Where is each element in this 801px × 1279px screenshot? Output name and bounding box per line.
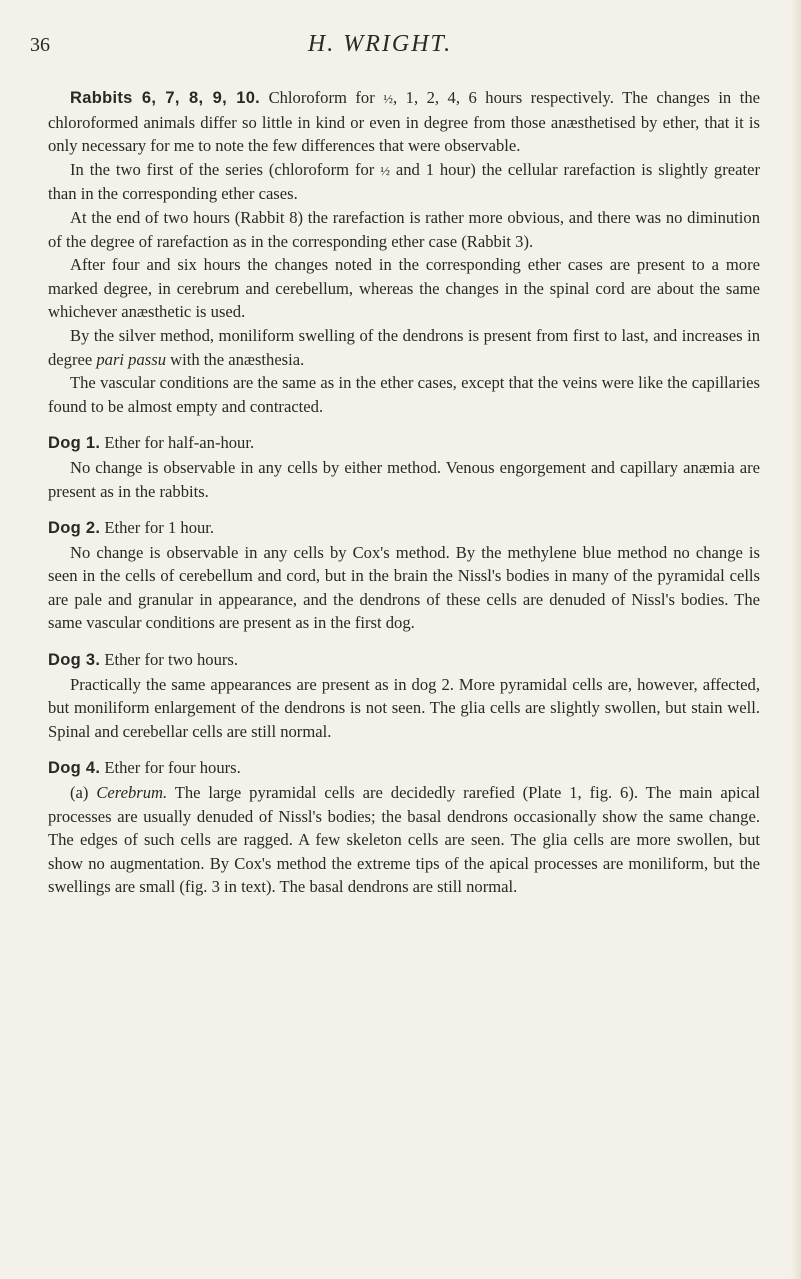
rabbits-p2-fraction: ½: [380, 162, 390, 178]
rabbits-p5-a: By the silver method, moniliform swelling of the dendrons is present from first to last, and increases in degree: [48, 325, 760, 369]
section-dog-3: [48, 648, 760, 743]
dog4-cerebrum: Cerebrum.: [96, 783, 168, 803]
dog3-heading: Dog 3.: [48, 651, 101, 670]
rabbits-paragraph-4: After four and six hours the changes noted in the corresponding ether cases are present to a more marked degree, in cerebrum and cerebellum, whereas the changes in the spinal cord are about the same whichever anæsthetic is used.: [48, 255, 760, 322]
dog1-title: Ether for half-an-hour.: [104, 433, 255, 453]
dog1-paragraph: No change is observable in any cells by either method. Venous engorgement and capillary anæmia are present as in the rabbits.: [48, 457, 760, 501]
rabbits-fraction: ½: [383, 91, 394, 106]
dog1-heading: Dog 1.: [48, 434, 101, 453]
dog1-heading-line: [48, 431, 760, 456]
dog2-heading-line: [48, 516, 760, 541]
rabbits-heading: Rabbits 6, 7, 8, 9, 10.: [70, 89, 261, 107]
rabbits-intro-a: Chloroform for: [268, 88, 384, 107]
dog2-title: Ether for 1 hour.: [104, 518, 215, 538]
section-rabbits: [48, 86, 760, 418]
dog2-paragraph: No change is observable in any cells by Cox's method. By the methylene blue method no change is seen in the cells of cerebellum and cord, but in the brain the Nissl's bodies in many of the pyramidal cells are pale and granular in appearance, and the dendrons of these cells are denuded of Nissl's bodies. The same vascular conditions are present as in the first dog.: [48, 542, 760, 633]
rabbits-intro-paragraph: [48, 86, 760, 158]
rabbits-intro-b: , 1, 2, 4, 6 hours respectively. The changes in the chloroformed animals differ so little in kind or even in degree from those anæsthetised by ether, that it is only necessary for me to note the few differences that were observable.: [48, 88, 761, 156]
rabbits-paragraph-3: At the end of two hours (Rabbit 8) the rarefaction is rather more obvious, and there was no diminution of the degree of rarefaction as in the corresponding ether case (Rabbit 3).: [48, 207, 760, 251]
dog4-heading-line: [48, 756, 760, 781]
dog3-paragraph: Practically the same appearances are present as in dog 2. More pyramidal cells are, however, affected, but moniliform enlargement of the dendrons is not seen. The glia cells are slightly swollen, but stain well. Spinal and cerebellar cells are still normal.: [48, 674, 760, 741]
running-title: H. WRIGHT.: [307, 31, 453, 57]
rabbits-p5-italic: pari passu: [96, 349, 166, 369]
section-dog-1: [48, 431, 760, 503]
page-edge-shadow: [791, 0, 801, 1279]
dog2-heading: Dog 2.: [48, 519, 101, 538]
dog3-title: Ether for two hours.: [104, 650, 239, 670]
section-dog-2: [48, 516, 760, 635]
rabbits-paragraph-2: [48, 158, 760, 206]
dog3-heading-line: [48, 648, 760, 673]
dog4-paragraph: [48, 781, 760, 899]
section-dog-4: [48, 756, 760, 899]
rabbits-paragraph-6: The vascular conditions are the same as in the ether cases, except that the veins were like the capillaries found to be almost empty and contracted.: [48, 373, 760, 416]
page-number: 36: [30, 34, 50, 56]
dog4-label: (a): [70, 783, 97, 803]
dog4-heading: Dog 4.: [48, 759, 101, 778]
dog4-text: The large pyramidal cells are decidedly rarefied (Plate 1, fig. 6). The main apical processes are usually denuded of Nissl's bodies; the basal dendrons occasionally show the same change. The edges of such cells are ragged. A few skeleton cells are seen. The glia cells are more swollen, but show no augmentation. By Cox's method the extreme tips of the apical processes are moniliform, but the swellings are small (fig. 3 in text). The basal dendrons are still normal.: [48, 783, 760, 897]
dog4-title: Ether for four hours.: [104, 758, 241, 778]
rabbits-paragraph-5: [48, 324, 760, 371]
running-head: [0, 26, 801, 66]
rabbits-p5-b: with the anæsthesia.: [166, 349, 305, 369]
rabbits-p2-b: and 1 hour) the cellular rarefaction is slightly greater than in the corresponding ether cases.: [48, 159, 760, 204]
rabbits-p2-a: In the two first of the series (chloroform for: [70, 159, 381, 179]
page-body: [48, 86, 760, 899]
